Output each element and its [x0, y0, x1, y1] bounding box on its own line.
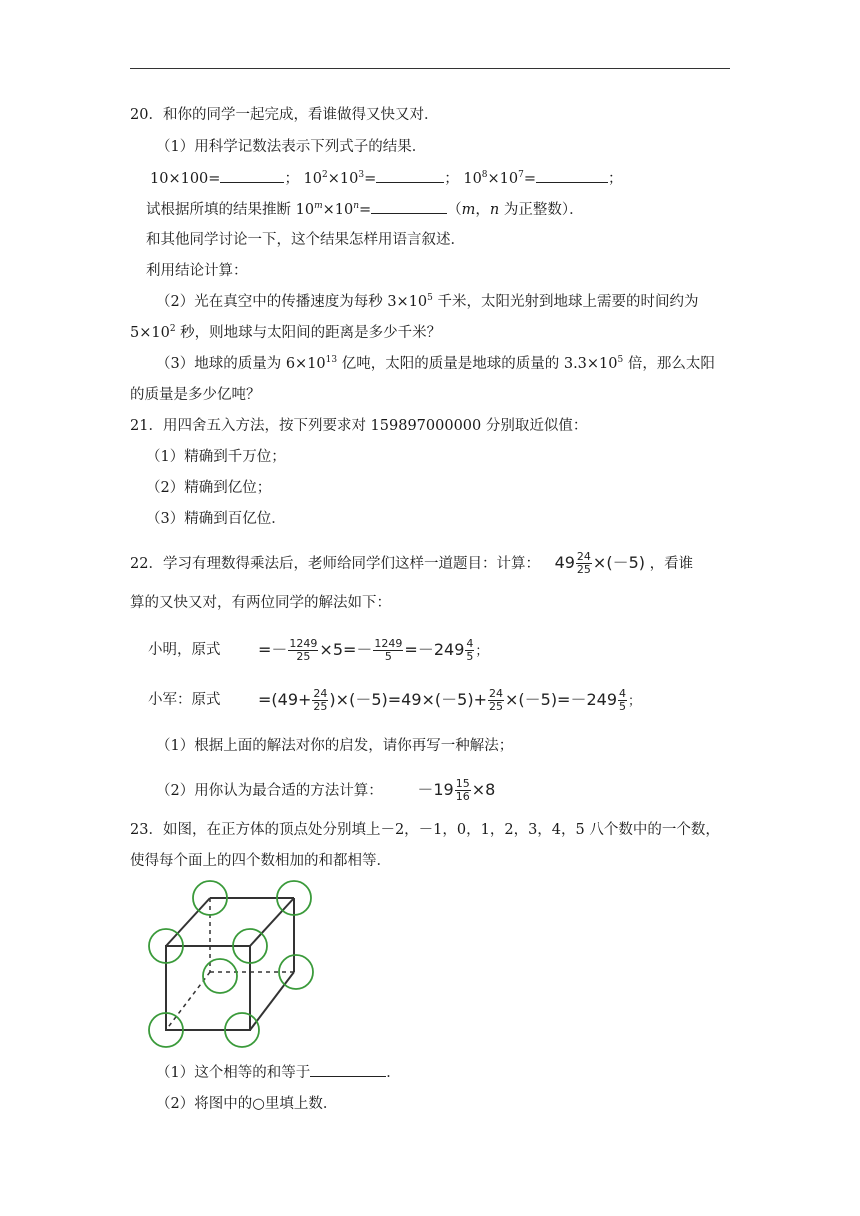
q22-part2-expression: －19 $\frac{15}{16}$ ×8: [417, 777, 496, 803]
q20-title: 20．和你的同学一起完成，看谁做得又快又对．: [130, 107, 439, 123]
q20-infer: 试根据所填的结果推断 $10^m\times 10^n= (m$，n 为正整数）．: [146, 201, 584, 218]
q20-part2-line1: （2）光在真空中的传播速度为每秒 $3\times 10^5$ 千米，太阳光射到地球上需要的时间约为: [156, 293, 699, 310]
q20-part3-line2: 的质量是多少亿吨？: [130, 387, 261, 403]
xiaojun-solution: =(49+ $\frac{24}{25}$ )×(－5)=49×(－5)+ $\frac{24}{25}$ ×(－5)=－249 $\frac{4}{5}$ ；: [258, 687, 642, 713]
q22-line2: 算的又快又对，有两位同学的解法如下：: [130, 595, 391, 611]
q20-expressions: 10×100= ； $10^2\times 10^3=$ ； $10^8\times 10^7=$ ；: [150, 170, 623, 187]
cube-diagram: [138, 876, 328, 1056]
q21-part1: （1）精确到千万位；: [146, 449, 286, 465]
q23-part2: （2）将图中的○里填上数．: [156, 1096, 338, 1112]
q22-expression: 49 $\frac{24}{25}$ ×(－5): [554, 550, 645, 576]
header-rule: [130, 68, 730, 69]
vertex-circle-back-bottom-left[interactable]: [203, 959, 237, 993]
q20-part1: （1）用科学记数法表示下列式子的结果．: [156, 139, 427, 155]
answer-blank-3[interactable]: [536, 168, 608, 183]
answer-blank-2[interactable]: [376, 168, 444, 183]
q20-part3-line1: （3）地球的质量为 $6\times 10^{13}$ 亿吨，太阳的质量是地球的质量的 $3.3\times 10^5$ 倍，那么太阳: [156, 355, 715, 372]
q20-use: 利用结论计算：: [146, 263, 248, 279]
q20-discuss: 和其他同学讨论一下，这个结果怎样用语言叙述．: [146, 232, 465, 248]
xiaoming-solution: =－ $\frac{1249}{25}$ ×5=－ $\frac{1249}{5}$ =－249 $\frac{4}{5}$ ；: [258, 637, 489, 663]
q20-part2-line2: $5\times 10^2$ 秒，则地球与太阳间的距离是多少千米？: [130, 324, 442, 341]
q21-part2: （2）精确到亿位；: [146, 480, 272, 496]
q22-part1: （1）根据上面的解法对你的启发，请你再写一种解法；: [156, 738, 514, 754]
q23-part1: （1）这个相等的和等于 ．: [156, 1062, 401, 1083]
q22-title: 22．学习有理数得乘法后，老师给同学们这样一道题目：计算： 49 $\frac{24}{25}$ ×(－5) ，看谁: [130, 550, 694, 576]
q22-part2: （2）用你认为最合适的方法计算： －19 $\frac{15}{16}$ ×8: [156, 777, 496, 803]
q21-part3: （3）精确到百亿位．: [146, 511, 286, 527]
q21-title: 21．用四舍五入方法，按下列要求对 159897000000 分别取近似值：: [130, 418, 588, 434]
answer-blank-5[interactable]: [310, 1062, 386, 1077]
q23-line2: 使得每个面上的四个数相加的和都相等．: [130, 853, 391, 869]
xiaoming-label: 小明，原式: [148, 642, 221, 658]
answer-blank-4[interactable]: [371, 199, 447, 214]
xiaojun-label: 小军：原式: [148, 692, 221, 708]
answer-blank-1[interactable]: [220, 168, 284, 183]
q23-title: 23．如图，在正方体的顶点处分别填上－2，－1，0，1，2，3，4，5 八个数中的一个数，: [130, 822, 720, 838]
